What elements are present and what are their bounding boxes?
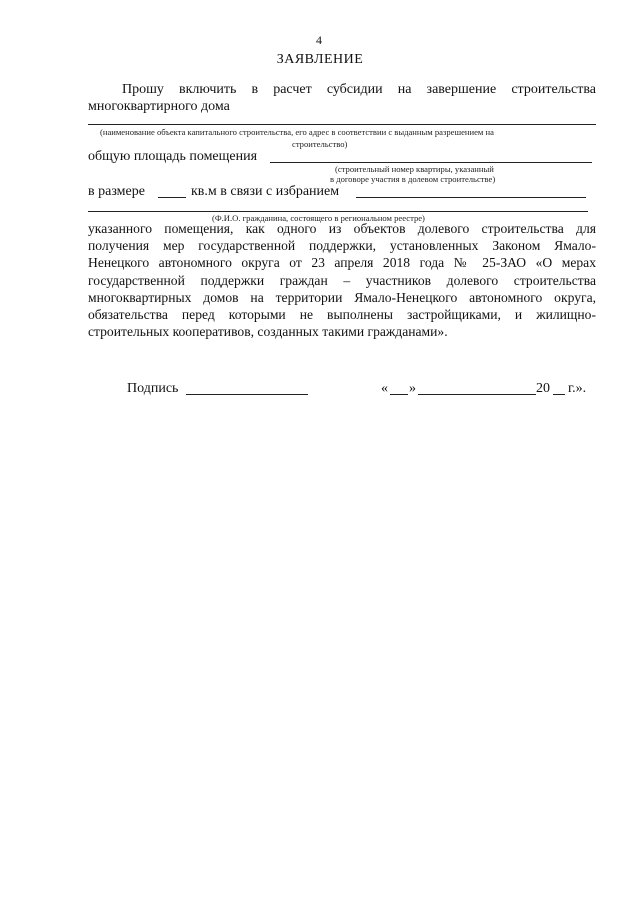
paragraph-line: получения мер государственной поддержки, установленных Законом Ямало- — [88, 238, 596, 254]
apartment-hint-line-1: (строительный номер квартиры, указанный — [335, 164, 494, 174]
signature-field[interactable] — [186, 394, 308, 395]
intro-line-2: многоквартирного дома — [88, 99, 230, 114]
paragraph-line: Ненецкого автономного округа от 23 апреля 2018 года № 25-ЗАО «О мерах — [88, 255, 596, 271]
apartment-number-field[interactable] — [270, 162, 592, 163]
page-number: 4 — [316, 33, 322, 47]
paragraph-line: многоквартирных домов на территории Ямало-Ненецкого автономного округа, — [88, 289, 596, 305]
person-hint: (Ф.И.О. гражданина, состоящего в региональном реестре) — [212, 213, 425, 223]
main-paragraph — [88, 220, 596, 340]
intro-line-1: Прошу включить в расчет субсидии на завершение строительства — [122, 82, 596, 97]
size-prefix: в размере — [88, 184, 145, 199]
apartment-hint-line-2: в договоре участия в долевом строительстве) — [330, 174, 496, 184]
paragraph-line: государственной поддержки граждан – участников долевого строительства — [88, 272, 596, 288]
size-suffix: кв.м в связи с избранием — [191, 184, 340, 199]
date-year-field[interactable] — [553, 394, 565, 395]
object-hint-line-2: строительство) — [292, 139, 348, 149]
date-year-suffix: г.». — [568, 381, 587, 396]
signature-label: Подпись — [127, 381, 179, 396]
paragraph-line: указанного помещения, как одного из объектов долевого строительства для — [88, 221, 596, 236]
object-hint-line-1: (наименование объекта капитального строительства, его адрес в соответствии с выданным разрешением на — [100, 127, 494, 137]
paragraph-line: строительных кооперативов, созданных такими гражданами». — [88, 324, 448, 340]
date-close-quote: » — [409, 381, 416, 396]
date-month-field[interactable] — [418, 394, 536, 395]
area-label: общую площадь помещения — [88, 149, 258, 164]
date-year-prefix: 20 — [536, 381, 550, 396]
object-name-field[interactable] — [88, 124, 596, 125]
person-name-field[interactable] — [88, 211, 588, 212]
date-day-field[interactable] — [390, 394, 408, 395]
area-value-field[interactable] — [158, 197, 186, 198]
document-title: ЗАЯВЛЕНИЕ — [276, 52, 364, 67]
reason-field[interactable] — [356, 197, 586, 198]
paragraph-line: обязательства перед которыми не выполнены застройщиками, и жилищно- — [88, 307, 596, 323]
date-open-quote: « — [381, 381, 388, 396]
